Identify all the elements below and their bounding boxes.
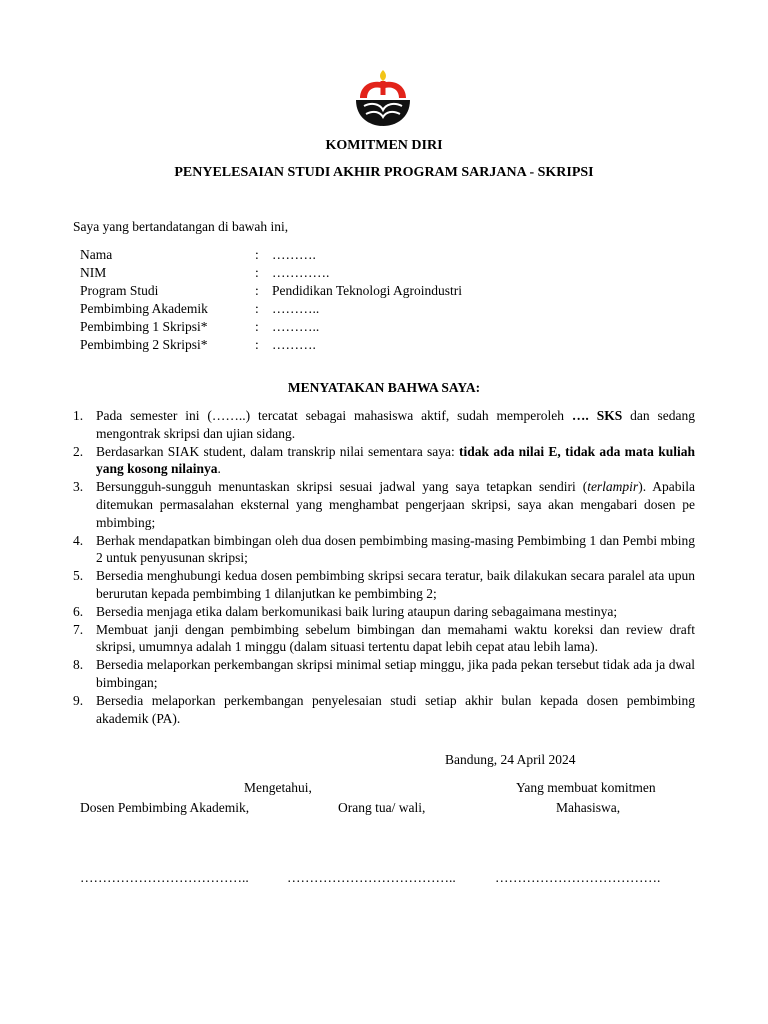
item-text: Bersedia menghubungi kedua dosen pembimbing skripsi secara teratur, baik dilakukan secara paralel ata upun berurutan kepada pembimbing 1 dilanjutkan ke pembimbing 2;: [96, 568, 695, 601]
item-number: 7.: [73, 621, 84, 637]
item-text-bold: tidak ada nilai E, tidak ada mata kuliah yang kosong nilainya: [96, 443, 695, 477]
maker-label: Yang membuat komitmen: [516, 780, 656, 795]
item-number: 4.: [73, 532, 84, 548]
statement-item: [73, 621, 695, 657]
advisor-signature-line: ………………………………..: [80, 870, 249, 885]
identity-row-name: [80, 247, 580, 265]
item-text-italic: terlampir: [587, 479, 639, 495]
statement-item: [73, 692, 695, 728]
identity-value: Pendidikan Teknologi Agroindustri: [272, 283, 463, 298]
item-text: .: [217, 461, 221, 477]
statement-item: [73, 656, 695, 692]
statement-item: [73, 407, 695, 443]
identity-row-nim: [80, 265, 580, 283]
identity-value: ………….: [272, 265, 330, 280]
intro-text: Saya yang bertandatangan di bawah ini,: [73, 219, 289, 234]
document-title: KOMITMEN DIRI: [325, 138, 443, 153]
statement-list: [73, 407, 695, 727]
identity-value: ………..: [272, 319, 320, 334]
item-text: Bersedia melaporkan perkembangan penyelesaian studi setiap akhir bulan kepada dosen pembimbing akademik (PA).: [96, 692, 695, 726]
identity-row-program: [80, 283, 580, 301]
item-text: Bersedia menjaga etika dalam berkomunikasi baik luring ataupun daring sebagaimana mestinya;: [96, 603, 618, 619]
item-number: 6.: [73, 603, 84, 619]
parent-label: Orang tua/ wali,: [338, 800, 426, 815]
statement-item: [73, 443, 695, 479]
identity-row-advisor-2: [80, 337, 580, 355]
parent-signature-line: ………………………………..: [287, 870, 456, 885]
item-number: 3.: [73, 479, 84, 495]
item-text: Berdasarkan SIAK student, dalam transkrip nilai sementara saya:: [96, 443, 460, 459]
identity-value: ……….: [272, 337, 316, 352]
identity-row-advisor-1: [80, 319, 580, 337]
item-text: Membuat janji dengan pembimbing sebelum bimbingan dan memahami waktu koreksi dan review draft skripsi, umumnya adalah 1 minggu (dalam situasi tertentu dapat lebih cepat atau lebih lama).: [96, 621, 695, 655]
identity-colon: :: [255, 283, 259, 298]
item-number: 8.: [73, 657, 84, 673]
identity-value: ………..: [272, 301, 320, 316]
identity-colon: :: [255, 247, 259, 262]
item-number: 5.: [73, 568, 84, 584]
identity-label: Program Studi: [80, 283, 159, 298]
advisor-label: Dosen Pembimbing Akademik,: [80, 800, 250, 815]
item-number: 9.: [73, 692, 84, 708]
statement-item: [73, 532, 695, 568]
logo-flame: [380, 70, 386, 81]
item-text: Bersedia melaporkan perkembangan skripsi minimal setiap minggu, jika pada pekan tersebut tidak ada ja dwal bimbingan;: [96, 657, 695, 690]
item-text: Pada semester ini (……..) tercatat sebagai mahasiswa aktif, sudah memperoleh: [96, 408, 572, 423]
logo-red-stem: [381, 81, 386, 95]
identity-label: Pembimbing 2 Skripsi*: [80, 337, 208, 352]
item-text: ). Apabila ditemukan permasalahan eksternal yang menghambat pengerjaan skripsi, saya akan mengabari dosen pe mbimbing;: [96, 479, 695, 530]
acknowledged-label: Mengetahui,: [244, 780, 312, 795]
place-date: Bandung, 24 April 2024: [445, 752, 576, 767]
logo-red-left: [360, 82, 381, 98]
statement-item: [73, 567, 695, 603]
item-text: Bersungguh-sungguh menuntaskan skripsi sesuai jadwal yang saya tetapkan sendiri (: [96, 479, 588, 495]
identity-label: Pembimbing 1 Skripsi*: [80, 319, 208, 334]
identity-value: ……….: [272, 247, 316, 262]
university-logo: [354, 68, 412, 128]
identity-row-academic-advisor: [80, 301, 580, 319]
identity-colon: :: [255, 265, 259, 280]
identity-label: NIM: [80, 265, 107, 280]
identity-colon: :: [255, 319, 259, 334]
identity-label: Nama: [80, 247, 113, 262]
item-number: 2.: [73, 443, 84, 459]
item-number: 1.: [73, 408, 84, 423]
item-text-bold: …. SKS: [571, 408, 623, 423]
statement-item: [73, 603, 695, 621]
student-label: Mahasiswa,: [556, 800, 621, 815]
identity-colon: :: [255, 337, 259, 352]
student-signature-line: ……………………………….: [495, 870, 661, 885]
identity-colon: :: [255, 301, 259, 316]
statement-heading: MENYATAKAN BAHWA SAYA:: [287, 380, 481, 395]
item-text: dan sedang mengontrak skripsi dan ujian sidang.: [96, 408, 695, 441]
document-subtitle: PENYELESAIAN STUDI AKHIR PROGRAM SARJANA - SKRIPSI: [174, 165, 594, 180]
statement-item: [73, 478, 695, 531]
logo-red-right: [385, 82, 406, 98]
identity-label: Pembimbing Akademik: [80, 301, 208, 316]
logo-black-base: [356, 100, 410, 126]
item-text: Berhak mendapatkan bimbingan oleh dua dosen pembimbing masing-masing Pembimbing 1 dan Pembi mbing 2 untuk penyusunan skripsi;: [96, 532, 695, 566]
